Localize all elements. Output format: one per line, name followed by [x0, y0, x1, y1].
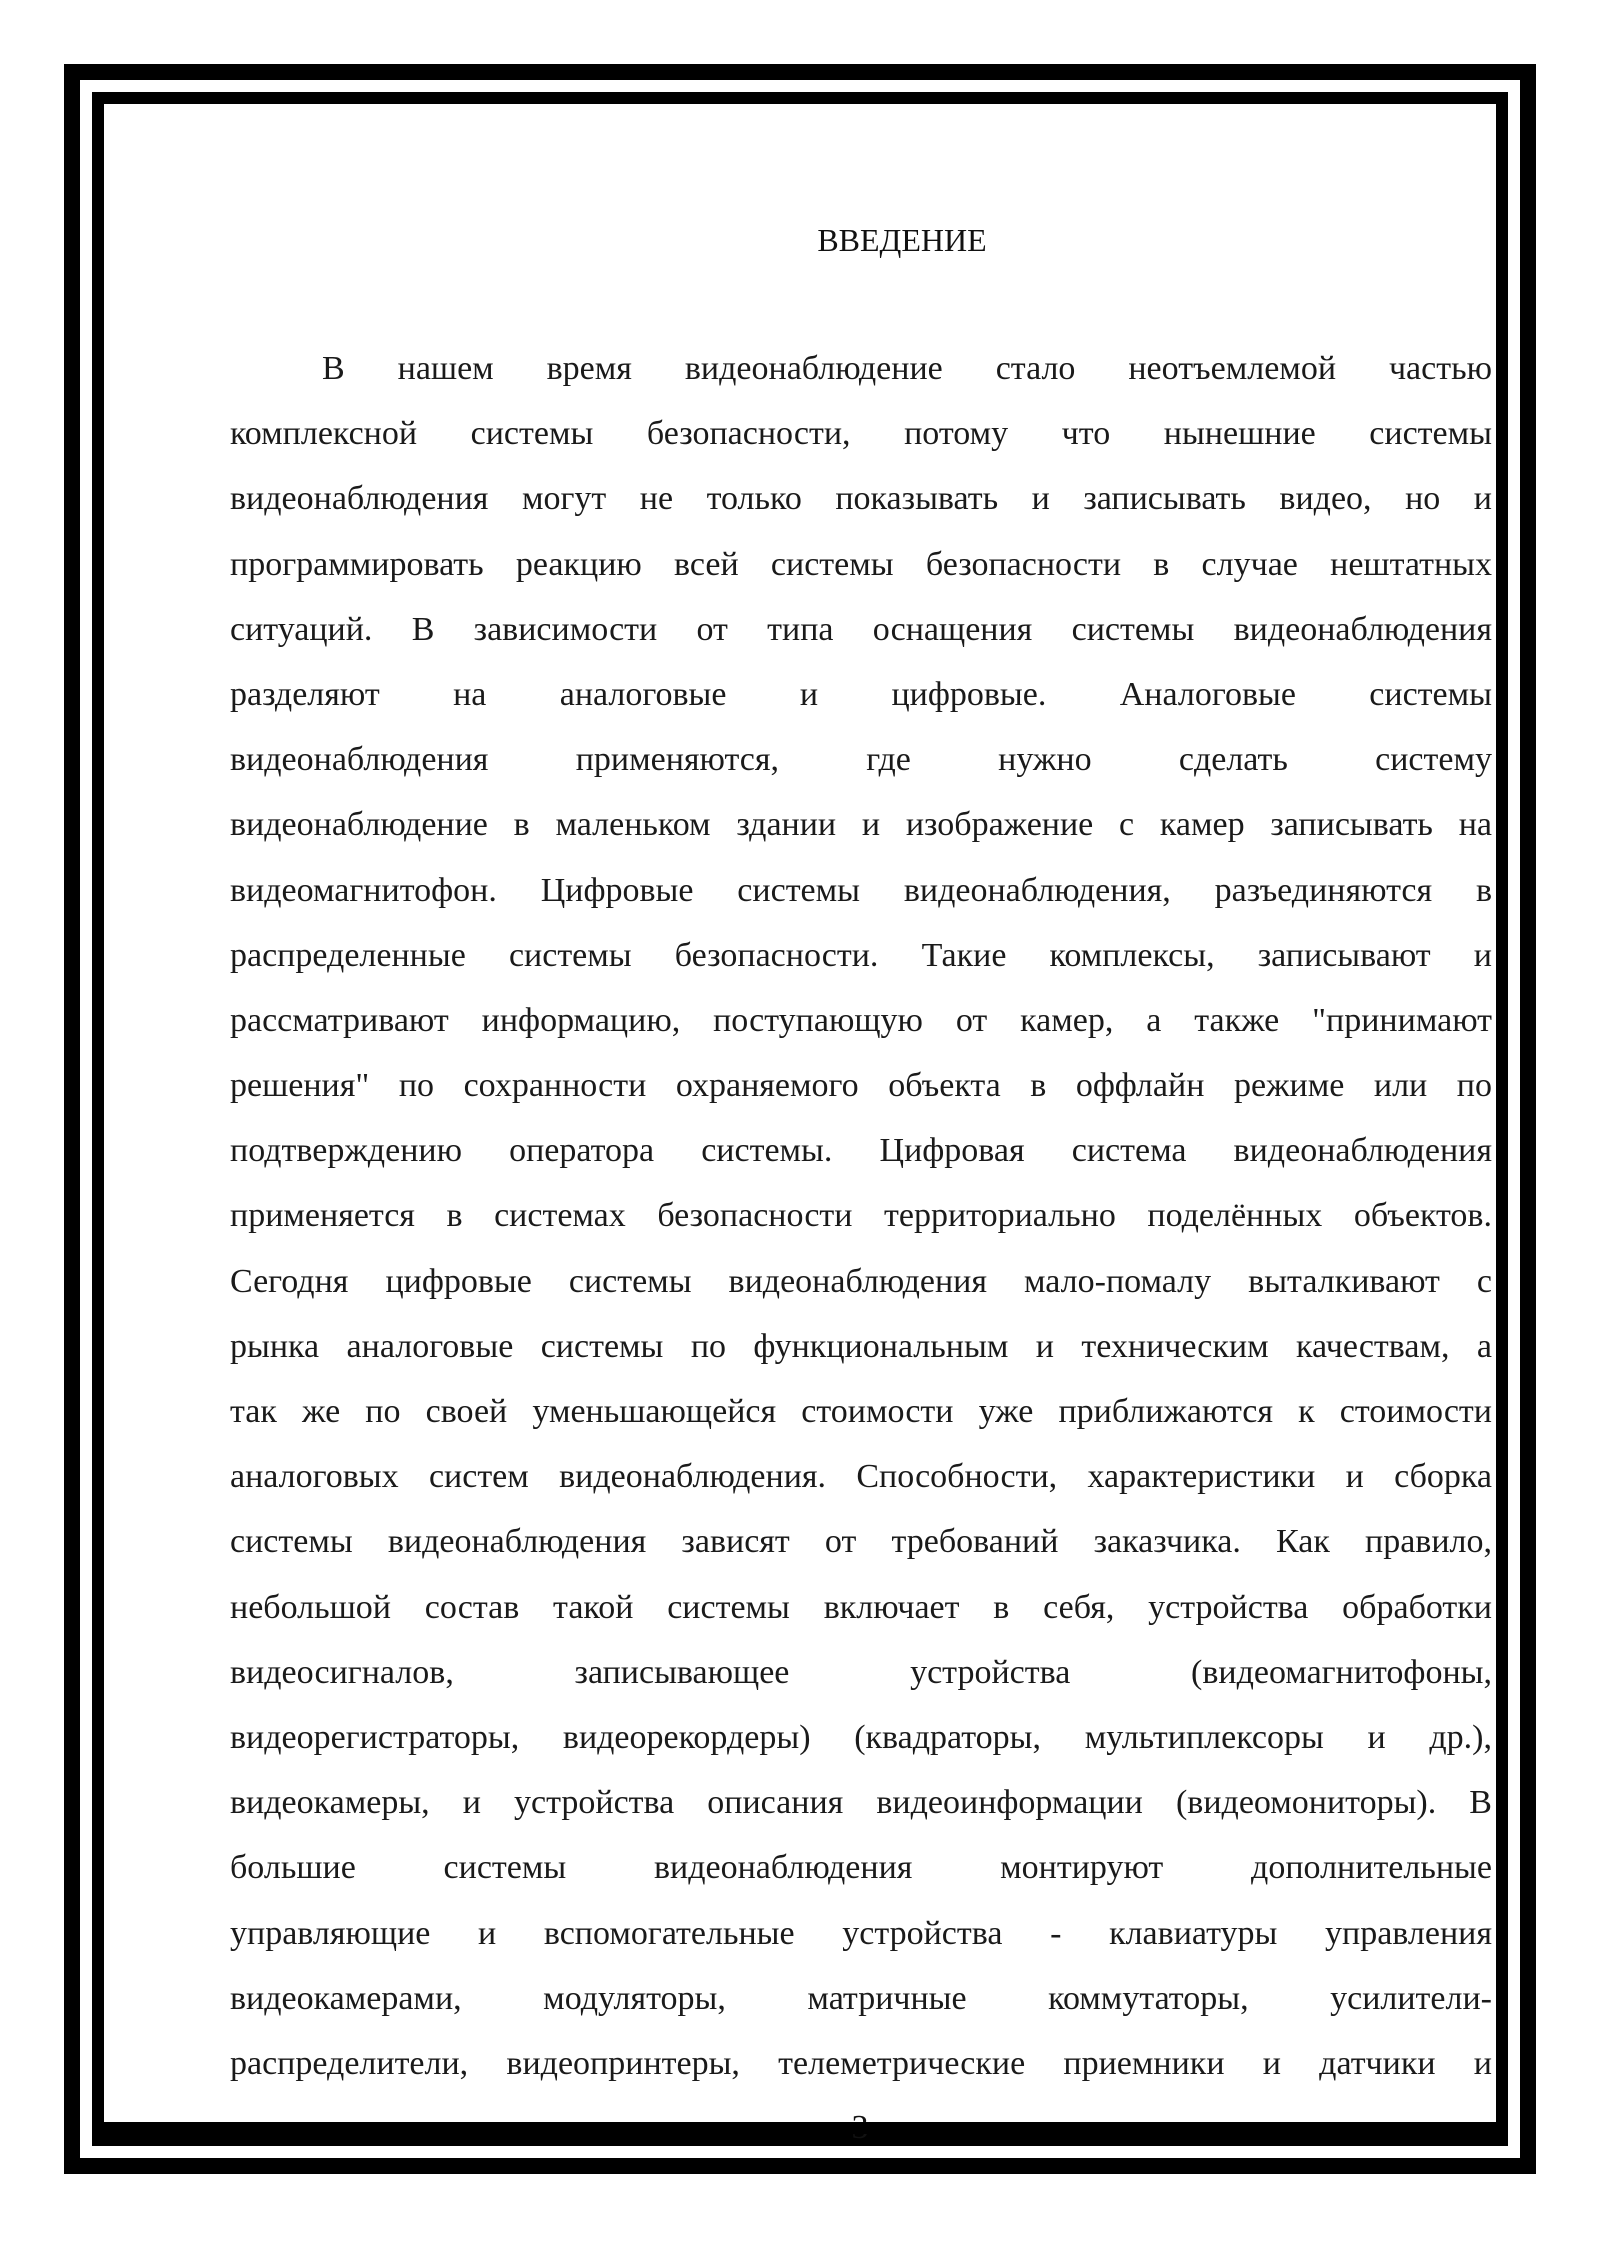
text-line: распределители, видеопринтеры, телеметрические приемники и датчики и — [230, 2044, 1492, 2082]
text-line: разделяют на аналоговые и цифровые. Аналоговые системы — [230, 675, 1492, 713]
text-line: Сегодня цифровые системы видеонаблюдения мало-помалу выталкивают с — [230, 1262, 1492, 1300]
text-line: подтверждению оператора системы. Цифровая система видеонаблюдения — [230, 1132, 1492, 1170]
text-line: рассматривают информацию, поступающую от камер, а также "принимают — [230, 1001, 1492, 1039]
text-line: распределенные системы безопасности. Такие комплексы, записывают и — [230, 936, 1492, 974]
text-line: управляющие и вспомогательные устройства - клавиатуры управления — [230, 1914, 1492, 1952]
text-line: комплексной системы безопасности, потому что нынешние системы — [230, 415, 1492, 453]
text-line: применяется в системах безопасности территориально поделённых объектов. — [230, 1197, 1492, 1235]
text-line: видеонаблюдения применяются, где нужно сделать систему — [230, 741, 1492, 779]
text-line: ситуаций. В зависимости от типа оснащения системы видеонаблюдения — [230, 610, 1492, 648]
text-line: аналоговых систем видеонаблюдения. Способности, характеристики и сборка — [230, 1458, 1492, 1496]
text-line: системы видеонаблюдения зависят от требований заказчика. Как правило, — [230, 1523, 1492, 1561]
body-paragraph — [230, 336, 1492, 2096]
text-line: небольшой состав такой системы включает в себя, устройства обработки — [230, 1588, 1492, 1626]
text-line: видеокамеры, и устройства описания видеоинформации (видеомониторы). В — [230, 1784, 1492, 1822]
text-line: решения" по сохранности охраняемого объекта в оффлайн режиме или по — [230, 1067, 1492, 1105]
text-line: видеосигналов, записывающее устройства (видеомагнитофоны, — [230, 1653, 1492, 1691]
text-line: программировать реакцию всей системы безопасности в случае нештатных — [230, 545, 1492, 583]
text-line: В нашем время видеонаблюдение стало неотъемлемой частью — [322, 350, 1492, 387]
text-line: видеонаблюдение в маленьком здании и изображение с камер записывать на — [230, 806, 1492, 844]
text-line: так же по своей уменьшающейся стоимости уже приближаются к стоимости — [230, 1393, 1492, 1430]
text-line: рынка аналоговые системы по функциональным и техническим качествам, а — [230, 1327, 1492, 1365]
page-border-bottom-segment — [104, 2122, 1496, 2134]
text-line: видеокамерами, модуляторы, матричные коммутаторы, усилители- — [230, 1979, 1492, 2017]
section-heading: ВВЕДЕНИЕ — [817, 222, 987, 258]
text-line: видеорегистраторы, видеорекордеры) (квадраторы, мультиплексоры и др.), — [230, 1718, 1492, 1756]
text-line: большие системы видеонаблюдения монтируют дополнительные — [230, 1849, 1492, 1887]
text-line: видеомагнитофон. Цифровые системы видеонаблюдения, разъединяются в — [230, 871, 1492, 909]
text-line: видеонаблюдения могут не только показывать и записывать видео, но и — [230, 480, 1492, 518]
